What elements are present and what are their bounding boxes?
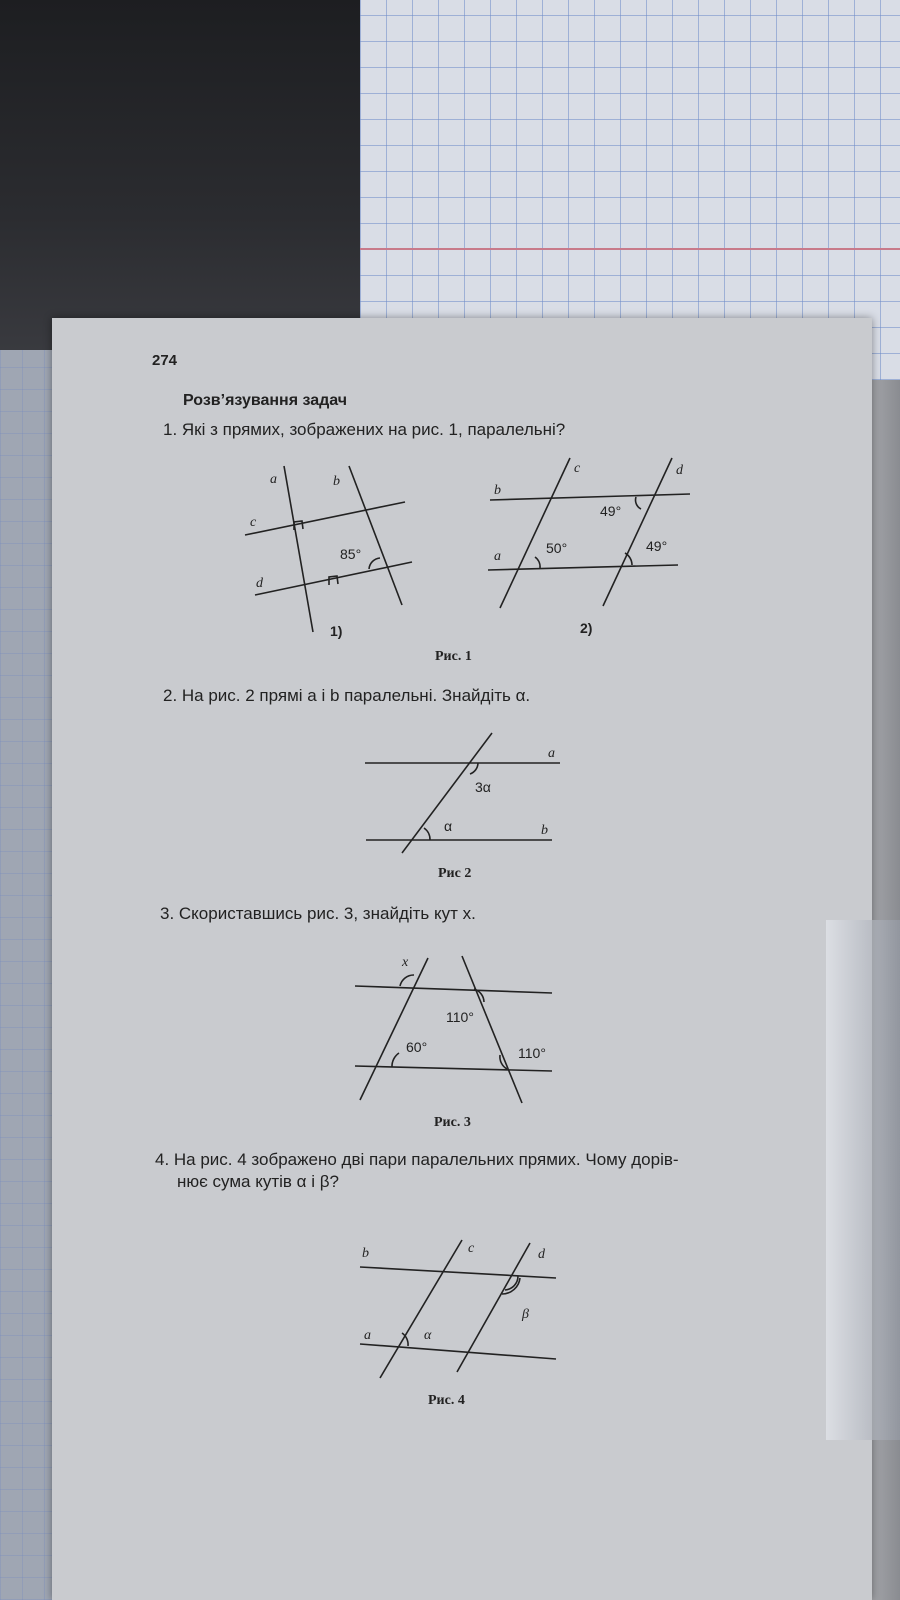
section-heading: Розв’язування задач [183, 392, 348, 409]
fig1-2-angle-right: 49° [646, 538, 668, 554]
fig3-line-top [355, 986, 552, 993]
fig4-label-beta: β [522, 1307, 529, 1322]
fig2-label-b: b [541, 823, 548, 838]
task-2: 2. На рис. 2 прямі a і b паралельні. Знайдіть α. [163, 686, 531, 705]
fig3-angle-left: 60° [406, 1039, 428, 1055]
task-3: 3. Скориставшись рис. 3, знайдіть кут x. [160, 904, 476, 923]
task-4-line-2: нює сума кутів α і β? [177, 1172, 339, 1191]
page-number: 274 [152, 352, 178, 369]
fig3-line-bottom [355, 1066, 552, 1071]
fig1-line-a [284, 466, 313, 632]
fig3-diagram [355, 956, 552, 1103]
fig1-line-b [349, 466, 402, 605]
fig3-angle-right: 110° [518, 1045, 546, 1061]
fig1-2-angle-top: 49° [600, 503, 622, 519]
fig4-line-d [457, 1243, 530, 1372]
fig2-arc-bottom [424, 828, 430, 840]
fig1-2-line-d [603, 458, 672, 606]
fig4-label-a: a [364, 1328, 371, 1343]
fig1-part1 [245, 466, 412, 632]
fig2-caption: Рис 2 [438, 866, 472, 881]
fig2-label-a: a [548, 746, 555, 761]
fig1-label-d: d [256, 576, 263, 591]
fig1-right-angle-2 [329, 576, 338, 585]
fig4-label-c: c [468, 1241, 475, 1256]
fig3-arc-left [392, 1053, 399, 1067]
fig4-label-alpha: α [424, 1328, 432, 1343]
fig2-angle-top: 3α [475, 779, 491, 795]
fig1-2-label-c: c [574, 461, 581, 476]
fig1-2-label-d: d [676, 463, 683, 478]
task-1: 1. Які з прямих, зображених на рис. 1, паралельні? [163, 420, 566, 439]
fig1-2-arc-top [636, 497, 641, 509]
fig3-arc-x [400, 975, 414, 986]
fig3-angle-mid: 110° [446, 1009, 474, 1025]
fig1-2-arc-left [535, 557, 540, 568]
fig1-label-c: c [250, 515, 257, 530]
fig1-part1-label: 1) [330, 623, 343, 639]
fig1-label-b: b [333, 474, 340, 489]
task-4-line-1: 4. На рис. 4 зображено дві пари паралельних прямих. Чому дорів- [155, 1150, 679, 1169]
fig1-line-d [255, 562, 412, 595]
fig1-caption: Рис. 1 [435, 649, 472, 664]
fig1-label-a: a [270, 472, 277, 487]
fig4-label-d: d [538, 1247, 545, 1262]
fig1-2-label-b: b [494, 483, 501, 498]
fig3-transversal-left [360, 958, 428, 1100]
fig1-2-line-a [488, 565, 678, 570]
fig1-line-c [245, 502, 405, 535]
fig1-part2-label: 2) [580, 620, 593, 636]
fig4-line-b [360, 1267, 556, 1278]
fig4-line-a [360, 1344, 556, 1359]
fig4-label-b: b [362, 1246, 369, 1261]
fig1-angle-arc [369, 558, 380, 569]
fig1-2-line-b [490, 494, 690, 500]
fig4-line-c [380, 1240, 462, 1378]
fig1-angle-85: 85° [340, 546, 362, 562]
fig1-2-angle-left: 50° [546, 540, 568, 556]
fig1-2-line-c [500, 458, 570, 608]
fig2-angle-bottom: α [444, 818, 453, 834]
fig1-part2 [488, 458, 690, 608]
fig3-caption: Рис. 3 [434, 1115, 471, 1130]
fig2-arc-top [470, 763, 478, 774]
fig2-diagram [365, 733, 560, 853]
fig3-transversal-right [462, 956, 522, 1103]
fig1-2-label-a: a [494, 549, 501, 564]
fig3-label-x: x [402, 955, 409, 970]
fig4-caption: Рис. 4 [428, 1393, 465, 1408]
